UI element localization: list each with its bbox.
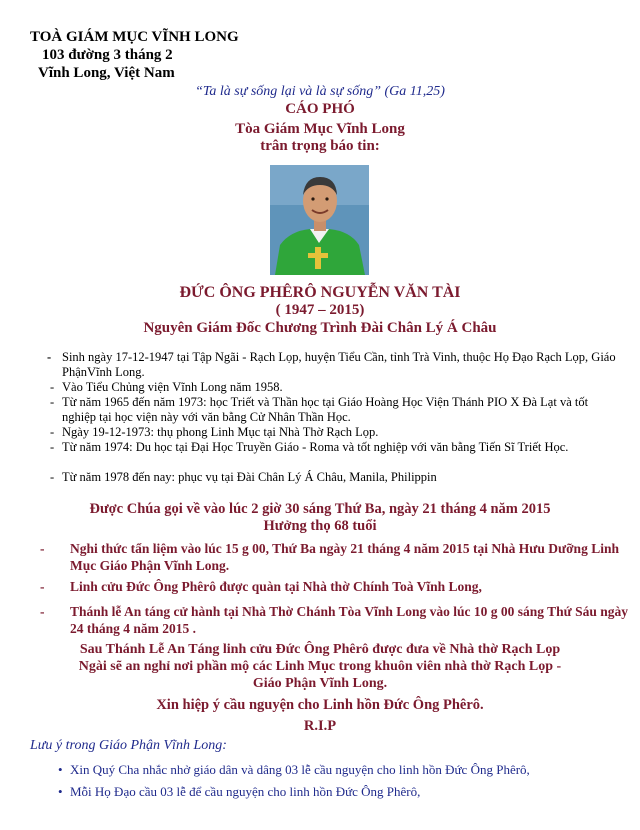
event-bullet: - [40, 541, 45, 556]
event-text: Linh cửu Đức Ông Phêrô được quàn tại Nhà thờ Chính Toà Vĩnh Long, [70, 579, 482, 594]
event-text: Thánh lễ An táng cử hành tại Nhà Thờ Chánh Tòa Vĩnh Long vào lúc 10 g 00 sáng Thứ Sáu ngày 24 tháng 4 năm 2015 . [70, 604, 629, 636]
bio-bullet: - [50, 395, 55, 409]
event-lying-in-state [40, 578, 630, 595]
deceased-name: ĐỨC ÔNG PHÊRÔ NGUYỄN VĂN TÀI [179, 284, 461, 301]
event-bullet: - [40, 604, 45, 619]
note-bullet: • [58, 762, 63, 777]
scripture-quote: “Ta là sự sống lại và là sự sống” (Ga 11,25) [195, 84, 445, 99]
note-item-1 [58, 762, 530, 778]
announce-line: trân trọng báo tin: [260, 138, 380, 154]
bio-bullet: - [50, 470, 55, 484]
obituary-title: CÁO PHÓ [285, 101, 355, 117]
bio-bullet: - [50, 380, 55, 394]
bio-item-1 [47, 350, 622, 380]
bio-item-2 [50, 380, 622, 395]
announcer: Tòa Giám Mục Vĩnh Long [235, 121, 405, 137]
bio-item-6 [50, 470, 622, 485]
bio-bullet: - [47, 350, 52, 364]
bio-text: Từ năm 1965 đến năm 1973: học Triết và Thần học tại Giáo Hoàng Học Viện Thánh PIO X Đà Lạt và tốt nghiệp tại học viện này với văn bằng Cử Nhân Thần Học. [62, 395, 589, 424]
note-item-2 [58, 784, 421, 800]
burial-line-3: Giáo Phận Vĩnh Long. [252, 676, 388, 691]
note-text: Xin Quý Cha nhắc nhở giáo dân và dâng 03 lễ cầu nguyện cho linh hồn Đức Ông Phêrô, [70, 762, 530, 777]
death-notice: Được Chúa gọi về vào lúc 2 giờ 30 sáng Thứ Ba, ngày 21 tháng 4 năm 2015 [89, 501, 551, 517]
priest-portrait-image [270, 165, 369, 275]
prayer-request: Xin hiệp ý cầu nguyện cho Linh hồn Đức Ông Phêrô. [156, 697, 484, 713]
age-at-death: Hưởng thọ 68 tuổi [263, 518, 377, 534]
bio-text: Vào Tiểu Chủng viện Vĩnh Long năm 1958. [62, 380, 283, 394]
event-text: Nghi thức tẩn liệm vào lúc 15 g 00, Thứ Ba ngày 21 tháng 4 năm 2015 tại Nhà Hưu Dưỡng Linh Mục Giáo Phận Vĩnh Long. [70, 541, 619, 573]
burial-line-2: Ngài sẽ an nghỉ nơi phần mộ các Linh Mục trong khuôn viên nhà thờ Rạch Lọp - [78, 659, 562, 674]
bio-text: Từ năm 1978 đến nay: phục vụ tại Đài Chân Lý Á Châu, Manila, Philippin [62, 470, 437, 484]
note-text: Mỗi Họ Đạo cầu 03 lễ để cầu nguyện cho linh hồn Đức Ông Phêrô, [70, 784, 421, 799]
bio-text: Ngày 19-12-1973: thụ phong Linh Mục tại Nhà Thờ Rạch Lọp. [62, 425, 379, 439]
bio-item-5 [50, 440, 622, 455]
address-line-1: 103 đường 3 tháng 2 [42, 47, 173, 63]
burial-line-1: Sau Thánh Lễ An Táng linh cửu Đức Ông Phêrô được đưa về Nhà thờ Rạch Lọp [79, 642, 561, 657]
bio-text: Sinh ngày 17-12-1947 tại Tập Ngãi - Rạch Lọp, huyện Tiểu Cần, tỉnh Trà Vinh, thuộc Họ Đạo Rạch Lọp, Giáo PhậnVĩnh Long. [62, 350, 616, 379]
address-line-2: Vĩnh Long, Việt Nam [38, 65, 175, 81]
former-position: Nguyên Giám Đốc Chương Trình Đài Chân Lý Á Châu [143, 320, 497, 336]
bio-bullet: - [50, 425, 55, 439]
portrait-photo [270, 165, 369, 275]
bio-text: Từ năm 1974: Du học tại Đại Học Truyền Giáo - Roma và tốt nghiệp với văn bằng Tiến Sĩ Triết Học. [62, 440, 569, 454]
event-bullet: - [40, 579, 45, 594]
event-encoffinment [40, 540, 630, 574]
bio-item-4 [50, 425, 622, 440]
note-title: Lưu ý trong Giáo Phận Vĩnh Long: [30, 738, 227, 753]
life-years: ( 1947 – 2015) [275, 302, 365, 318]
event-funeral-mass [40, 603, 630, 637]
note-bullet: • [58, 784, 63, 799]
org-name: TOÀ GIÁM MỤC VĨNH LONG [30, 29, 239, 45]
bio-item-3 [50, 395, 622, 425]
bio-bullet: - [50, 440, 55, 454]
rip-text: R.I.P [303, 718, 337, 734]
